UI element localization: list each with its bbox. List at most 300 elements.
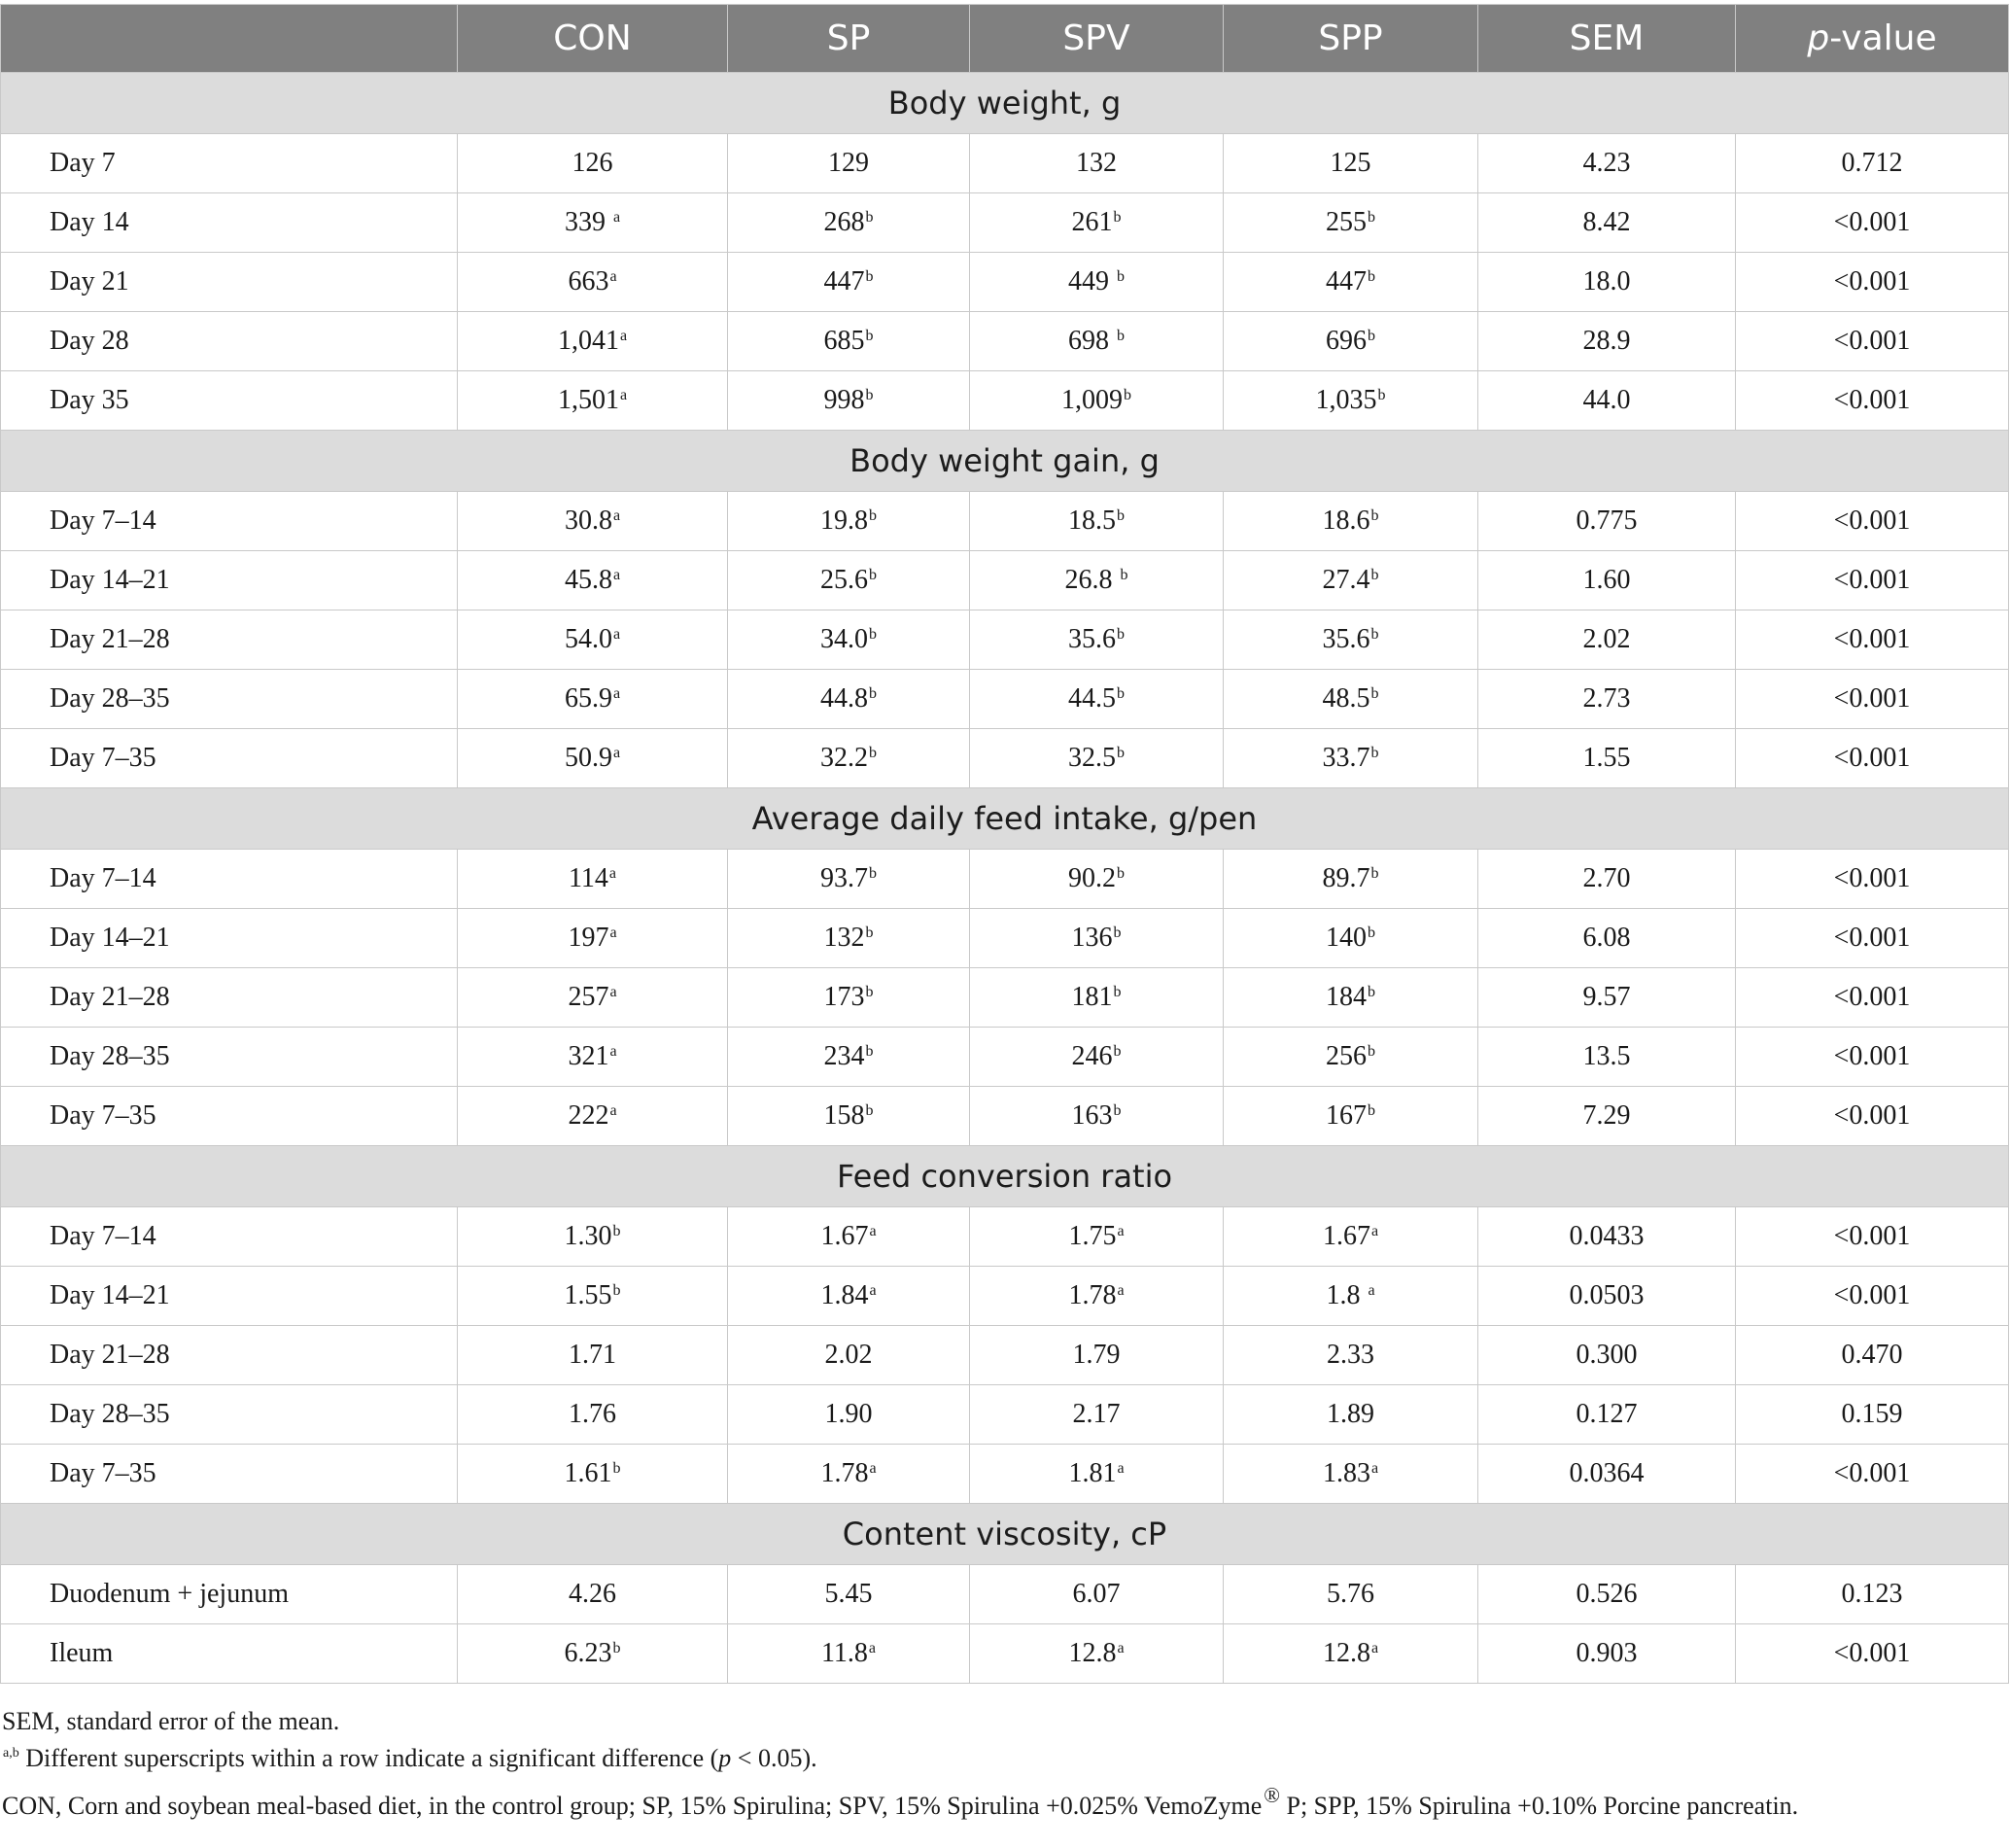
cell-value: 1,501 bbox=[557, 385, 619, 415]
table-row bbox=[1, 312, 2009, 371]
table-cell bbox=[1736, 193, 2009, 253]
cell-value: 1.75 bbox=[1068, 1221, 1117, 1251]
cell-value: 12.8 bbox=[1322, 1638, 1370, 1668]
table-cell bbox=[970, 1445, 1224, 1504]
table-footnotes bbox=[2, 1703, 2004, 1825]
cell-superscript: a bbox=[612, 685, 621, 702]
cell-value: 1.78 bbox=[1068, 1280, 1117, 1310]
table-row bbox=[1, 1565, 2009, 1624]
cell-value: 1.89 bbox=[1327, 1399, 1374, 1429]
cell-value: 0.127 bbox=[1576, 1399, 1638, 1429]
table-cell bbox=[970, 551, 1224, 610]
table-cell bbox=[1478, 492, 1736, 551]
table-cell bbox=[458, 909, 728, 968]
cell-superscript: a bbox=[612, 567, 621, 583]
cell-value: 257 bbox=[568, 982, 609, 1012]
table-cell bbox=[458, 968, 728, 1028]
cell-value: 1.55 bbox=[1582, 743, 1631, 773]
row-label: Day 7–14 bbox=[1, 850, 458, 909]
table-cell bbox=[1224, 1326, 1478, 1385]
cell-value: 6.23 bbox=[564, 1638, 612, 1668]
table-cell bbox=[1736, 253, 2009, 312]
table-cell bbox=[1224, 492, 1478, 551]
cell-value: 256 bbox=[1326, 1041, 1367, 1071]
cell-superscript: b bbox=[865, 387, 874, 403]
cell-superscript: b bbox=[612, 1282, 621, 1299]
row-label: Day 14–21 bbox=[1, 1267, 458, 1326]
cell-value: 125 bbox=[1330, 148, 1371, 178]
table-cell bbox=[1736, 1445, 2009, 1504]
cell-value: 12.8 bbox=[1068, 1638, 1117, 1668]
cell-superscript: a bbox=[619, 387, 628, 403]
cell-superscript: b bbox=[1368, 984, 1375, 1000]
table-cell bbox=[728, 371, 970, 431]
cell-value: 18.6 bbox=[1322, 506, 1370, 536]
cell-value: 2.17 bbox=[1072, 1399, 1121, 1429]
section-title: Feed conversion ratio bbox=[1, 1146, 2009, 1207]
table-row bbox=[1, 850, 2009, 909]
cell-value: 27.4 bbox=[1322, 565, 1370, 595]
table-cell bbox=[970, 1565, 1224, 1624]
row-label: Day 14 bbox=[1, 193, 458, 253]
table-cell bbox=[970, 610, 1224, 670]
row-label: Day 21–28 bbox=[1, 610, 458, 670]
table-cell bbox=[1478, 551, 1736, 610]
cell-superscript: b bbox=[865, 1043, 874, 1060]
table-cell bbox=[1478, 1624, 1736, 1684]
row-label: Day 7–35 bbox=[1, 1087, 458, 1146]
cell-value: 268 bbox=[823, 207, 865, 237]
cell-value: 28.9 bbox=[1582, 326, 1631, 356]
table-cell bbox=[1736, 134, 2009, 193]
cell-superscript: a bbox=[609, 924, 617, 941]
cell-value: 163 bbox=[1071, 1100, 1113, 1131]
cell-value: 1.83 bbox=[1322, 1458, 1370, 1488]
table-cell bbox=[1478, 371, 1736, 431]
cell-value: 0.123 bbox=[1841, 1579, 1903, 1609]
table-cell bbox=[1224, 253, 1478, 312]
section-title: Body weight gain, g bbox=[1, 431, 2009, 492]
table-cell bbox=[970, 371, 1224, 431]
cell-superscript: b bbox=[1117, 626, 1125, 643]
section-title: Body weight, g bbox=[1, 73, 2009, 134]
table-cell bbox=[970, 253, 1224, 312]
column-header-sem: SEM bbox=[1478, 5, 1736, 73]
cell-value: 1.90 bbox=[824, 1399, 873, 1429]
cell-value: 1.61 bbox=[564, 1458, 612, 1488]
table-cell bbox=[728, 1565, 970, 1624]
cell-value: 4.26 bbox=[569, 1579, 616, 1609]
cell-value: 696 bbox=[1326, 326, 1367, 356]
cell-superscript: b bbox=[1370, 685, 1379, 702]
cell-superscript: a bbox=[1370, 1223, 1379, 1239]
cell-superscript: b bbox=[1113, 1043, 1122, 1060]
section-title: Content viscosity, cP bbox=[1, 1504, 2009, 1565]
table-row bbox=[1, 1445, 2009, 1504]
table-cell bbox=[970, 1267, 1224, 1326]
cell-value: 32.2 bbox=[820, 743, 868, 773]
row-label: Day 7 bbox=[1, 134, 458, 193]
table-body bbox=[1, 73, 2009, 1684]
table-row bbox=[1, 729, 2009, 788]
cell-value: 1.60 bbox=[1582, 565, 1631, 595]
cell-value: 1,041 bbox=[557, 326, 619, 356]
cell-value: <0.001 bbox=[1833, 266, 1911, 296]
cell-value: 447 bbox=[823, 266, 865, 296]
table-cell bbox=[458, 371, 728, 431]
cell-superscript: b bbox=[865, 209, 874, 226]
cell-value: 11.8 bbox=[820, 1638, 868, 1668]
table-cell bbox=[458, 1385, 728, 1445]
table-row bbox=[1, 193, 2009, 253]
cell-value: 1.67 bbox=[1322, 1221, 1370, 1251]
table-cell bbox=[728, 729, 970, 788]
cell-superscript: a bbox=[619, 328, 628, 344]
table-cell bbox=[1736, 492, 2009, 551]
cell-value: 447 bbox=[1326, 266, 1367, 296]
cell-value: 167 bbox=[1326, 1100, 1367, 1131]
cell-value: <0.001 bbox=[1833, 326, 1911, 356]
section-row bbox=[1, 1146, 2009, 1207]
cell-superscript: a bbox=[612, 507, 621, 524]
table-cell bbox=[1736, 551, 2009, 610]
cell-superscript: b bbox=[1117, 745, 1125, 761]
table-cell bbox=[728, 1385, 970, 1445]
table-cell bbox=[458, 850, 728, 909]
table-cell bbox=[1736, 1385, 2009, 1445]
cell-superscript: b bbox=[1120, 567, 1128, 583]
table-cell bbox=[1736, 610, 2009, 670]
table-cell bbox=[728, 1028, 970, 1087]
table-cell bbox=[728, 1326, 970, 1385]
table-cell bbox=[1736, 1624, 2009, 1684]
header-row bbox=[1, 5, 2009, 73]
row-label: Ileum bbox=[1, 1624, 458, 1684]
cell-value: <0.001 bbox=[1833, 1221, 1911, 1251]
column-header-con: CON bbox=[458, 5, 728, 73]
cell-value: 136 bbox=[1071, 923, 1113, 953]
cell-superscript: b bbox=[1368, 209, 1375, 226]
table-row bbox=[1, 909, 2009, 968]
cell-superscript: a bbox=[609, 984, 617, 1000]
column-header-p-value: p-value bbox=[1736, 5, 2009, 73]
section-row bbox=[1, 431, 2009, 492]
cell-value: 5.76 bbox=[1327, 1579, 1374, 1609]
column-header-spp: SPP bbox=[1224, 5, 1478, 73]
cell-value: 1.76 bbox=[569, 1399, 616, 1429]
cell-superscript: b bbox=[865, 328, 874, 344]
cell-value: <0.001 bbox=[1833, 743, 1911, 773]
cell-value: 129 bbox=[828, 148, 869, 178]
table-cell bbox=[1478, 1267, 1736, 1326]
table-cell bbox=[1478, 253, 1736, 312]
cell-value: 13.5 bbox=[1582, 1041, 1631, 1071]
table-cell bbox=[1224, 670, 1478, 729]
table-row bbox=[1, 1624, 2009, 1684]
row-label: Day 7–35 bbox=[1, 729, 458, 788]
cell-value: 181 bbox=[1071, 982, 1113, 1012]
cell-value: 32.5 bbox=[1068, 743, 1116, 773]
table-cell bbox=[458, 193, 728, 253]
row-label: Day 7–14 bbox=[1, 492, 458, 551]
cell-value: 54.0 bbox=[564, 624, 612, 654]
cell-superscript: a bbox=[612, 626, 621, 643]
cell-value: 26.8 bbox=[1064, 565, 1120, 595]
row-label: Day 21–28 bbox=[1, 968, 458, 1028]
table-cell bbox=[458, 1028, 728, 1087]
cell-value: 2.02 bbox=[824, 1340, 873, 1370]
cell-value: 2.70 bbox=[1582, 863, 1631, 893]
table-cell bbox=[1478, 1028, 1736, 1087]
cell-value: 1.84 bbox=[820, 1280, 869, 1310]
row-label: Duodenum + jejunum bbox=[1, 1565, 458, 1624]
cell-value: <0.001 bbox=[1833, 1100, 1911, 1131]
table-cell bbox=[1224, 134, 1478, 193]
cell-value: 222 bbox=[568, 1100, 609, 1131]
cell-superscript: b bbox=[869, 567, 877, 583]
table-row bbox=[1, 1385, 2009, 1445]
cell-value: 65.9 bbox=[564, 683, 612, 714]
table-cell bbox=[970, 850, 1224, 909]
cell-value: 0.903 bbox=[1576, 1638, 1638, 1668]
cell-superscript: b bbox=[869, 745, 877, 761]
cell-superscript: a bbox=[1117, 1460, 1125, 1477]
cell-value: 184 bbox=[1326, 982, 1367, 1012]
table-cell bbox=[458, 1624, 728, 1684]
footnote-groups: CON, Corn and soybean meal-based diet, in the control group; SP, 15% Spirulina; SPV, 15% Spirulina +0.025% VemoZyme® P; SPP, 15% Spirulina +0.10% Porcine pancreatin. bbox=[2, 1783, 1799, 1820]
cell-superscript: b bbox=[1113, 924, 1122, 941]
table-cell bbox=[1478, 1326, 1736, 1385]
cell-value: 18.0 bbox=[1582, 266, 1631, 296]
cell-superscript: b bbox=[1113, 984, 1122, 1000]
table-cell bbox=[458, 551, 728, 610]
cell-value: <0.001 bbox=[1833, 1458, 1911, 1488]
cell-superscript: b bbox=[865, 924, 874, 941]
cell-superscript: b bbox=[612, 1640, 621, 1656]
table-cell bbox=[970, 968, 1224, 1028]
cell-value: 1,035 bbox=[1315, 385, 1377, 415]
cell-value: 6.08 bbox=[1582, 923, 1631, 953]
table-cell bbox=[1478, 850, 1736, 909]
cell-value: 158 bbox=[823, 1100, 865, 1131]
cell-value: 0.712 bbox=[1841, 148, 1903, 178]
cell-value: 8.42 bbox=[1582, 207, 1631, 237]
table-cell bbox=[1736, 670, 2009, 729]
cell-superscript: a bbox=[1117, 1282, 1125, 1299]
table-row bbox=[1, 1267, 2009, 1326]
cell-value: 0.0503 bbox=[1569, 1280, 1645, 1310]
cell-value: 0.526 bbox=[1576, 1579, 1638, 1609]
cell-value: 0.0433 bbox=[1569, 1221, 1645, 1251]
footnote-superscripts: $^{a,b}$ Different superscripts within a row indicate a significant difference (p < 0.05). bbox=[3, 1744, 817, 1772]
cell-superscript: b bbox=[869, 507, 877, 524]
cell-value: 1.78 bbox=[820, 1458, 869, 1488]
table-cell bbox=[1478, 610, 1736, 670]
table-cell bbox=[1224, 312, 1478, 371]
table-cell bbox=[1478, 1565, 1736, 1624]
table-cell bbox=[1736, 968, 2009, 1028]
cell-value: 140 bbox=[1326, 923, 1367, 953]
cell-value: 9.57 bbox=[1582, 982, 1631, 1012]
cell-value: 1.79 bbox=[1072, 1340, 1121, 1370]
cell-value: 998 bbox=[823, 385, 865, 415]
cell-superscript: b bbox=[1368, 1043, 1375, 1060]
cell-superscript: b bbox=[1117, 507, 1125, 524]
cell-value: 1.71 bbox=[569, 1340, 616, 1370]
table-row bbox=[1, 1087, 2009, 1146]
cell-superscript: b bbox=[1370, 567, 1379, 583]
table-row bbox=[1, 134, 2009, 193]
table-cell bbox=[458, 1326, 728, 1385]
table-cell bbox=[458, 134, 728, 193]
table-cell bbox=[970, 492, 1224, 551]
cell-value: 114 bbox=[568, 863, 608, 893]
row-label: Day 28 bbox=[1, 312, 458, 371]
table-cell bbox=[1224, 193, 1478, 253]
table-cell bbox=[1224, 1624, 1478, 1684]
table-cell bbox=[728, 193, 970, 253]
cell-value: 173 bbox=[823, 982, 865, 1012]
row-label: Day 7–35 bbox=[1, 1445, 458, 1504]
table-cell bbox=[970, 1028, 1224, 1087]
cell-value: 35.6 bbox=[1068, 624, 1116, 654]
table-cell bbox=[728, 492, 970, 551]
table-cell bbox=[728, 312, 970, 371]
cell-value: 35.6 bbox=[1322, 624, 1370, 654]
section-row bbox=[1, 1504, 2009, 1565]
footnote-sem: SEM, standard error of the mean. bbox=[2, 1707, 340, 1735]
cell-value: 0.159 bbox=[1841, 1399, 1903, 1429]
table-cell bbox=[1736, 1326, 2009, 1385]
table-cell bbox=[1736, 1207, 2009, 1267]
table-cell bbox=[1736, 1028, 2009, 1087]
cell-superscript: b bbox=[1368, 1102, 1375, 1119]
table-cell bbox=[1224, 551, 1478, 610]
table-cell bbox=[458, 1087, 728, 1146]
table-cell bbox=[970, 193, 1224, 253]
cell-value: 261 bbox=[1071, 207, 1113, 237]
cell-value: 0.300 bbox=[1576, 1340, 1638, 1370]
table-cell bbox=[1224, 729, 1478, 788]
cell-value: 449 bbox=[1068, 266, 1116, 296]
table-cell bbox=[1478, 1087, 1736, 1146]
cell-superscript: a bbox=[609, 268, 617, 285]
cell-superscript: b bbox=[1124, 387, 1131, 403]
cell-value: 18.5 bbox=[1068, 506, 1116, 536]
cell-value: 2.33 bbox=[1327, 1340, 1374, 1370]
column-header-spv: SPV bbox=[970, 5, 1224, 73]
cell-superscript: b bbox=[1368, 268, 1375, 285]
cell-value: 5.45 bbox=[824, 1579, 873, 1609]
table-cell bbox=[728, 968, 970, 1028]
cell-superscript: b bbox=[1370, 507, 1379, 524]
cell-value: <0.001 bbox=[1833, 923, 1911, 953]
table-cell bbox=[970, 134, 1224, 193]
cell-value: 48.5 bbox=[1322, 683, 1370, 714]
table-cell bbox=[970, 1207, 1224, 1267]
cell-value: 2.02 bbox=[1582, 624, 1631, 654]
cell-superscript: b bbox=[1370, 745, 1379, 761]
table-cell bbox=[728, 1087, 970, 1146]
cell-value: 685 bbox=[823, 326, 865, 356]
table-cell bbox=[1224, 1028, 1478, 1087]
table-row bbox=[1, 968, 2009, 1028]
cell-value: 255 bbox=[1326, 207, 1367, 237]
table-row bbox=[1, 1326, 2009, 1385]
cell-value: 2.73 bbox=[1582, 683, 1631, 714]
header-corner bbox=[1, 5, 458, 73]
cell-superscript: b bbox=[1368, 328, 1375, 344]
cell-value: 0.775 bbox=[1576, 506, 1638, 536]
row-label: Day 14–21 bbox=[1, 909, 458, 968]
cell-superscript: a bbox=[609, 1102, 617, 1119]
cell-superscript: b bbox=[612, 1460, 621, 1477]
table-cell bbox=[1478, 134, 1736, 193]
cell-superscript: b bbox=[1113, 209, 1122, 226]
column-header-sp: SP bbox=[728, 5, 970, 73]
table-cell bbox=[1224, 1207, 1478, 1267]
cell-value: 44.5 bbox=[1068, 683, 1116, 714]
table-cell bbox=[1736, 850, 2009, 909]
table-cell bbox=[1736, 371, 2009, 431]
table-cell bbox=[1736, 729, 2009, 788]
cell-superscript: b bbox=[1113, 1102, 1122, 1119]
cell-value: 663 bbox=[568, 266, 609, 296]
cell-superscript: b bbox=[1377, 387, 1386, 403]
table-cell bbox=[1224, 371, 1478, 431]
table-cell bbox=[728, 670, 970, 729]
table-cell bbox=[458, 1267, 728, 1326]
table-cell bbox=[970, 1326, 1224, 1385]
cell-value: 132 bbox=[1076, 148, 1117, 178]
cell-value: 7.29 bbox=[1582, 1100, 1631, 1131]
cell-value: 1.55 bbox=[564, 1280, 612, 1310]
cell-value: 197 bbox=[568, 923, 609, 953]
cell-value: 698 bbox=[1068, 326, 1116, 356]
cell-value: 132 bbox=[823, 923, 865, 953]
cell-superscript: b bbox=[1117, 268, 1125, 285]
cell-superscript: b bbox=[869, 685, 877, 702]
cell-superscript: b bbox=[1368, 924, 1375, 941]
cell-superscript: a bbox=[868, 1640, 877, 1656]
cell-value: <0.001 bbox=[1833, 1638, 1911, 1668]
cell-superscript: a bbox=[612, 209, 621, 226]
table-row bbox=[1, 253, 2009, 312]
table-cell bbox=[1478, 312, 1736, 371]
cell-superscript: a bbox=[1370, 1640, 1379, 1656]
cell-superscript: a bbox=[1370, 1460, 1379, 1477]
cell-value: 19.8 bbox=[820, 506, 868, 536]
cell-value: 44.0 bbox=[1582, 385, 1631, 415]
cell-superscript: b bbox=[1117, 685, 1125, 702]
table-cell bbox=[1224, 1087, 1478, 1146]
cell-superscript: a bbox=[608, 865, 617, 882]
row-label: Day 28–35 bbox=[1, 670, 458, 729]
cell-value: 1.30 bbox=[564, 1221, 612, 1251]
table-cell bbox=[458, 1207, 728, 1267]
cell-superscript: a bbox=[612, 745, 621, 761]
table-cell bbox=[1736, 1267, 2009, 1326]
cell-value: <0.001 bbox=[1833, 1041, 1911, 1071]
table-cell bbox=[728, 909, 970, 968]
table-cell bbox=[1478, 968, 1736, 1028]
table-cell bbox=[458, 253, 728, 312]
cell-superscript: a bbox=[869, 1223, 877, 1239]
table-cell bbox=[728, 1624, 970, 1684]
table-cell bbox=[458, 610, 728, 670]
cell-value: 4.23 bbox=[1582, 148, 1631, 178]
cell-superscript: b bbox=[865, 984, 874, 1000]
